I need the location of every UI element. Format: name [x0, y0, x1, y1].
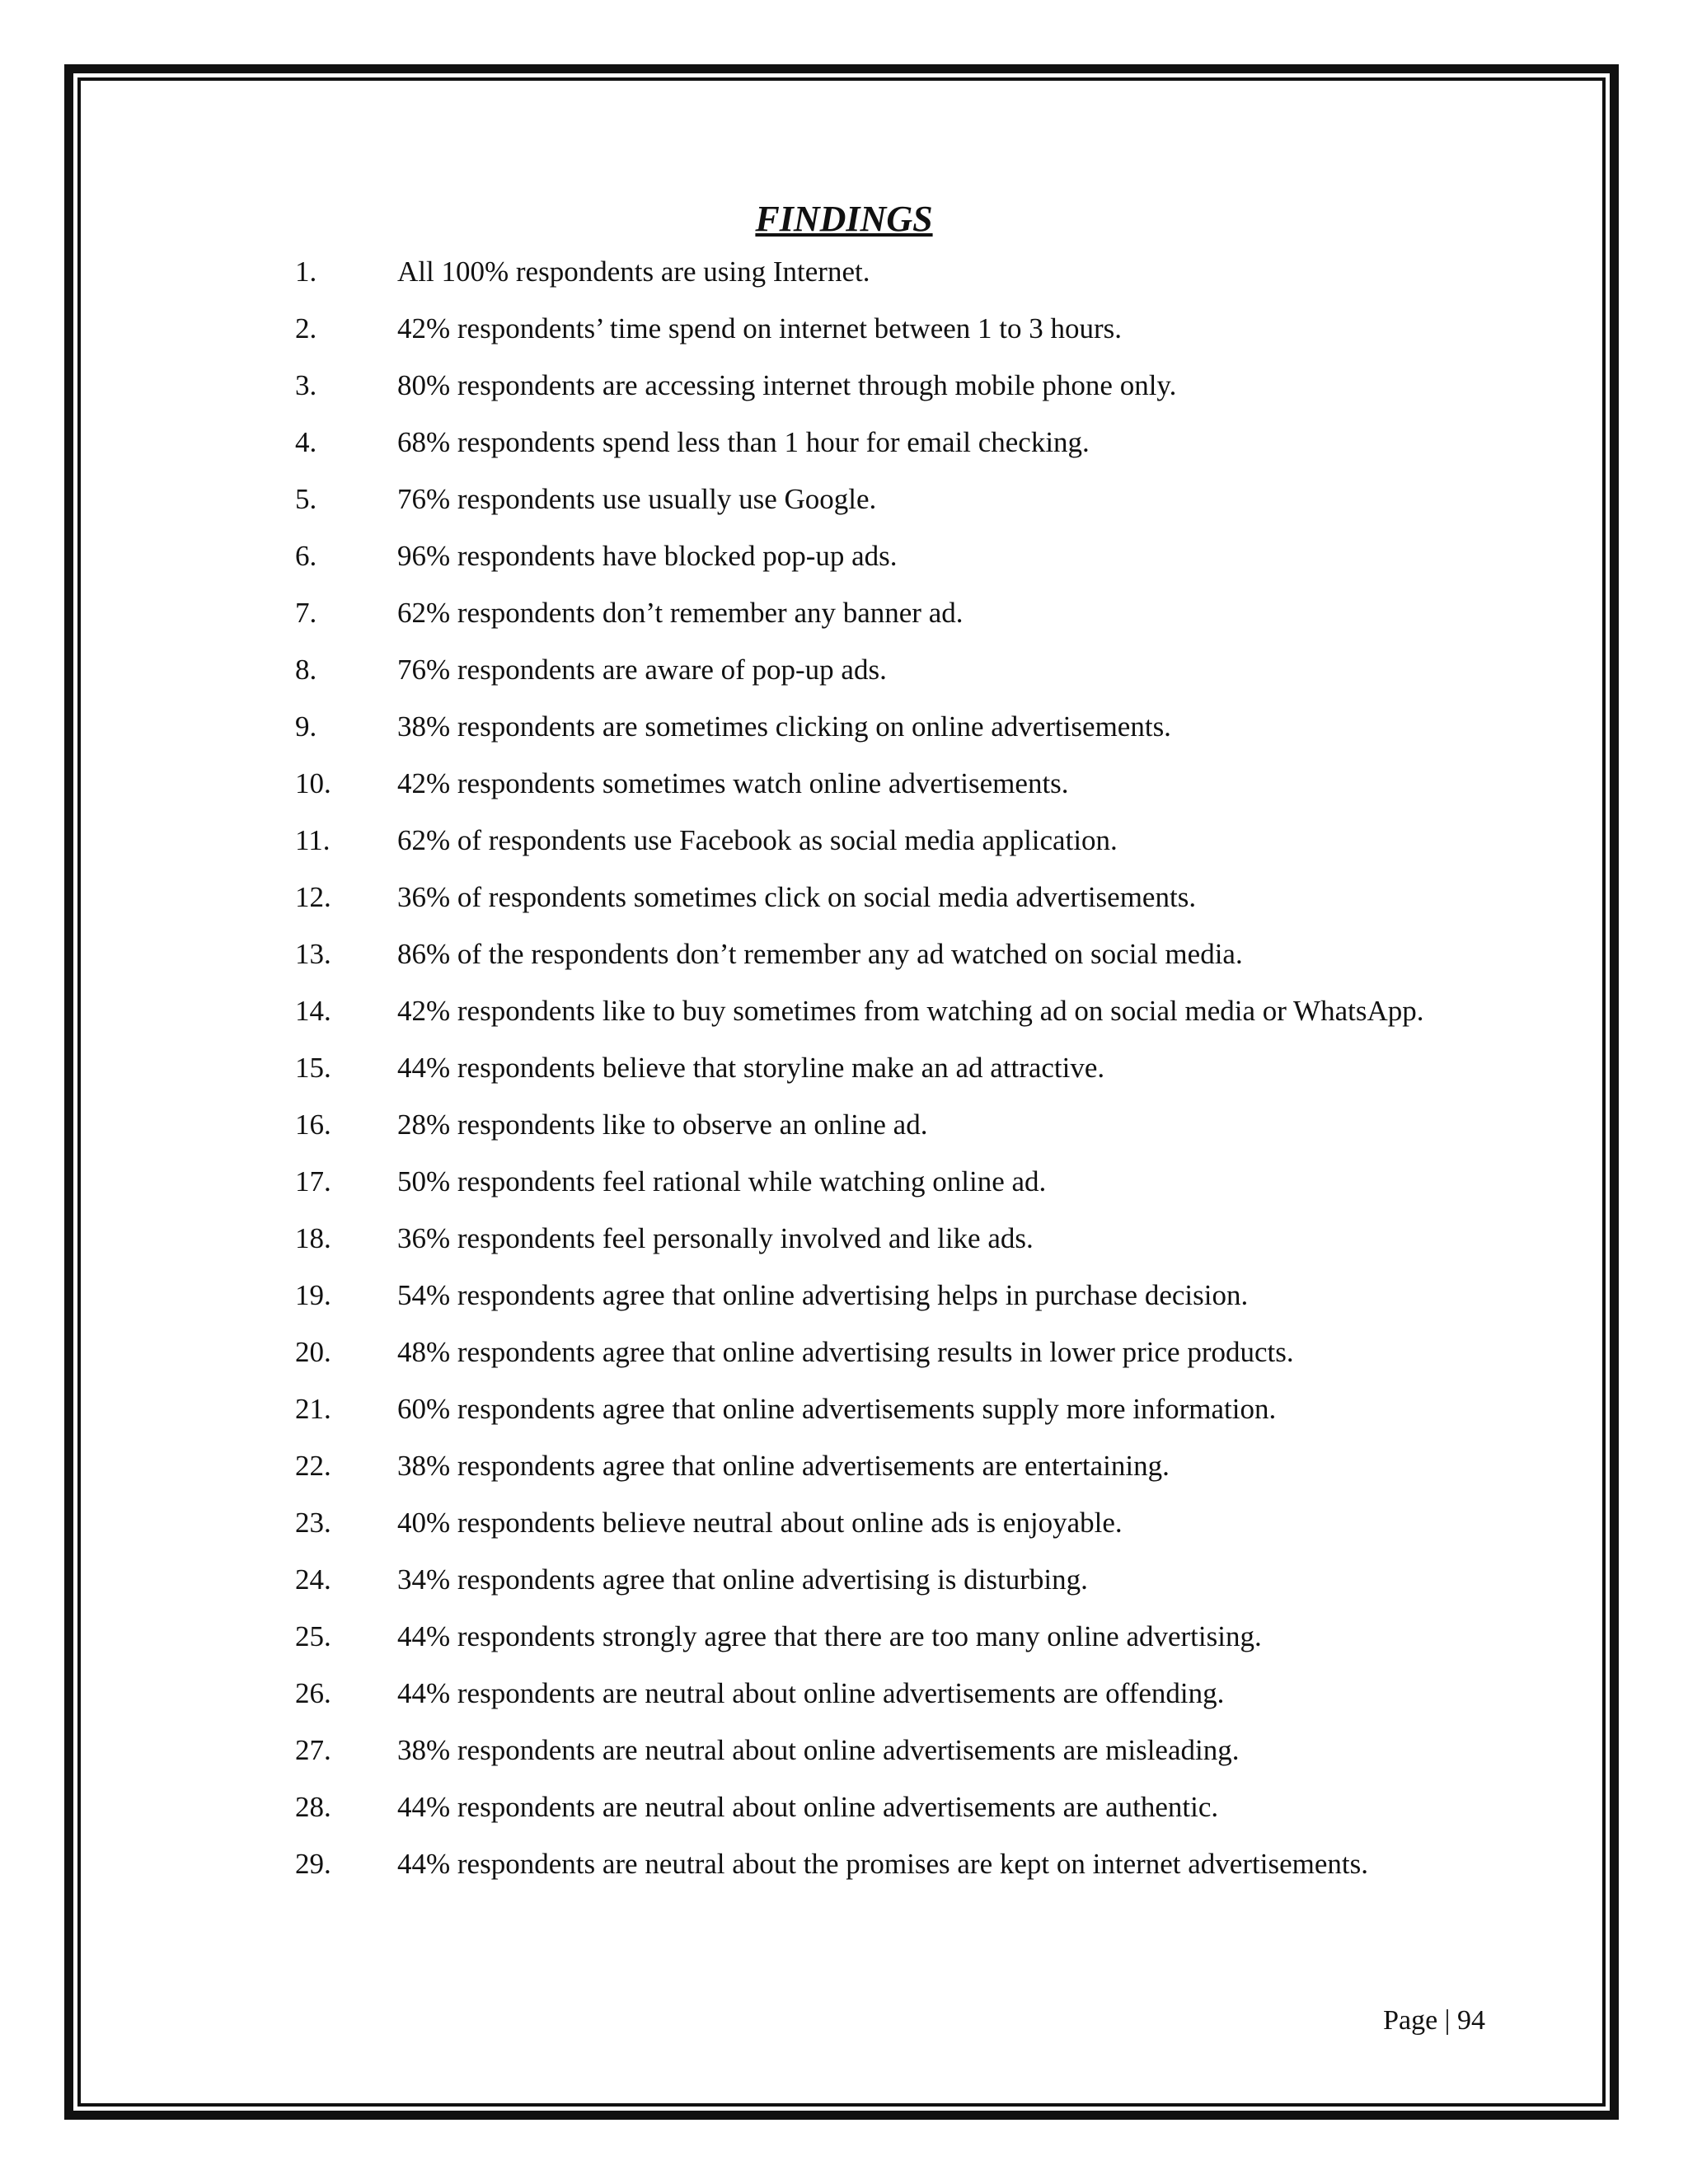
finding-item: [295, 869, 1489, 926]
finding-number: 17.: [295, 1165, 331, 1197]
finding-text: 76% respondents use usually use Google.: [397, 483, 877, 515]
finding-number: 13.: [295, 938, 331, 970]
page-number: Page | 94: [1383, 2005, 1485, 2036]
finding-text: 38% respondents agree that online advertisements are entertaining.: [397, 1450, 1170, 1482]
finding-number: 1.: [295, 255, 317, 288]
page-title: FINDINGS: [755, 199, 933, 239]
findings-list: [295, 243, 1489, 1892]
finding-number: 20.: [295, 1336, 331, 1368]
finding-number: 23.: [295, 1507, 331, 1539]
finding-text: 86% of the respondents don’t remember any ad watched on social media.: [397, 938, 1243, 970]
finding-item: [295, 1039, 1489, 1096]
finding-text: 48% respondents agree that online advertising results in lower price products.: [397, 1336, 1294, 1368]
finding-item: [295, 698, 1489, 755]
finding-item: [295, 755, 1489, 812]
finding-number: 6.: [295, 540, 317, 572]
finding-item: [295, 1324, 1489, 1380]
finding-item: [295, 1267, 1489, 1324]
finding-item: [295, 584, 1489, 641]
finding-number: 18.: [295, 1222, 331, 1254]
finding-item: [295, 471, 1489, 527]
finding-item: [295, 1608, 1489, 1665]
finding-item: [295, 357, 1489, 414]
finding-number: 16.: [295, 1108, 331, 1141]
finding-text: 44% respondents are neutral about the promises are kept on internet advertisements.: [397, 1848, 1368, 1880]
finding-text: 28% respondents like to observe an online ad.: [397, 1108, 928, 1141]
finding-text: 96% respondents have blocked pop-up ads.: [397, 540, 898, 572]
finding-item: [295, 243, 1489, 300]
finding-text: 34% respondents agree that online advertising is disturbing.: [397, 1563, 1088, 1596]
finding-item: [295, 300, 1489, 357]
finding-text: 44% respondents believe that storyline make an ad attractive.: [397, 1052, 1105, 1084]
finding-item: [295, 1210, 1489, 1267]
finding-number: 7.: [295, 597, 317, 629]
finding-number: 11.: [295, 824, 331, 856]
finding-text: 38% respondents are neutral about online advertisements are misleading.: [397, 1734, 1240, 1766]
finding-text: 62% of respondents use Facebook as social media application.: [397, 824, 1118, 856]
finding-text: 50% respondents feel rational while watching online ad.: [397, 1165, 1047, 1197]
finding-item: [295, 1153, 1489, 1210]
finding-text: 62% respondents don’t remember any banner ad.: [397, 597, 964, 629]
finding-item: [295, 1722, 1489, 1779]
finding-item: [295, 414, 1489, 471]
finding-item: [295, 926, 1489, 982]
finding-item: [295, 1779, 1489, 1835]
finding-number: 9.: [295, 710, 317, 743]
finding-item: [295, 1494, 1489, 1551]
finding-item: [295, 812, 1489, 869]
finding-text: 68% respondents spend less than 1 hour for email checking.: [397, 426, 1090, 458]
finding-number: 12.: [295, 881, 331, 913]
finding-text: 44% respondents are neutral about online advertisements are authentic.: [397, 1791, 1219, 1823]
finding-text: 42% respondents like to buy sometimes from watching ad on social media or WhatsApp.: [397, 995, 1424, 1027]
finding-text: 76% respondents are aware of pop-up ads.: [397, 654, 887, 686]
finding-text: 80% respondents are accessing internet through mobile phone only.: [397, 369, 1177, 401]
finding-number: 22.: [295, 1450, 331, 1482]
finding-item: [295, 1380, 1489, 1437]
finding-item: [295, 1835, 1489, 1892]
finding-number: 29.: [295, 1848, 331, 1880]
finding-number: 5.: [295, 483, 317, 515]
finding-number: 15.: [295, 1052, 331, 1084]
finding-number: 19.: [295, 1279, 331, 1311]
finding-text: 42% respondents sometimes watch online advertisements.: [397, 767, 1069, 799]
finding-number: 24.: [295, 1563, 331, 1596]
finding-text: 36% respondents feel personally involved and like ads.: [397, 1222, 1034, 1254]
finding-text: 40% respondents believe neutral about online ads is enjoyable.: [397, 1507, 1123, 1539]
finding-number: 21.: [295, 1393, 331, 1425]
finding-number: 3.: [295, 369, 317, 401]
finding-number: 25.: [295, 1620, 331, 1652]
finding-text: 38% respondents are sometimes clicking on online advertisements.: [397, 710, 1171, 743]
finding-number: 4.: [295, 426, 317, 458]
finding-text: 42% respondents’ time spend on internet between 1 to 3 hours.: [397, 312, 1123, 344]
finding-item: [295, 527, 1489, 584]
finding-number: 2.: [295, 312, 317, 344]
finding-item: [295, 982, 1489, 1039]
finding-item: [295, 1096, 1489, 1153]
finding-number: 26.: [295, 1677, 331, 1709]
finding-number: 8.: [295, 654, 317, 686]
finding-item: [295, 641, 1489, 698]
finding-number: 10.: [295, 767, 331, 799]
finding-number: 14.: [295, 995, 331, 1027]
finding-number: 28.: [295, 1791, 331, 1823]
finding-text: 44% respondents strongly agree that there are too many online advertising.: [397, 1620, 1262, 1652]
finding-text: All 100% respondents are using Internet.: [397, 255, 870, 288]
finding-item: [295, 1437, 1489, 1494]
finding-number: 27.: [295, 1734, 331, 1766]
finding-item: [295, 1665, 1489, 1722]
finding-text: 54% respondents agree that online advertising helps in purchase decision.: [397, 1279, 1249, 1311]
finding-item: [295, 1551, 1489, 1608]
finding-text: 36% of respondents sometimes click on social media advertisements.: [397, 881, 1197, 913]
finding-text: 44% respondents are neutral about online advertisements are offending.: [397, 1677, 1225, 1709]
finding-text: 60% respondents agree that online advertisements supply more information.: [397, 1393, 1277, 1425]
